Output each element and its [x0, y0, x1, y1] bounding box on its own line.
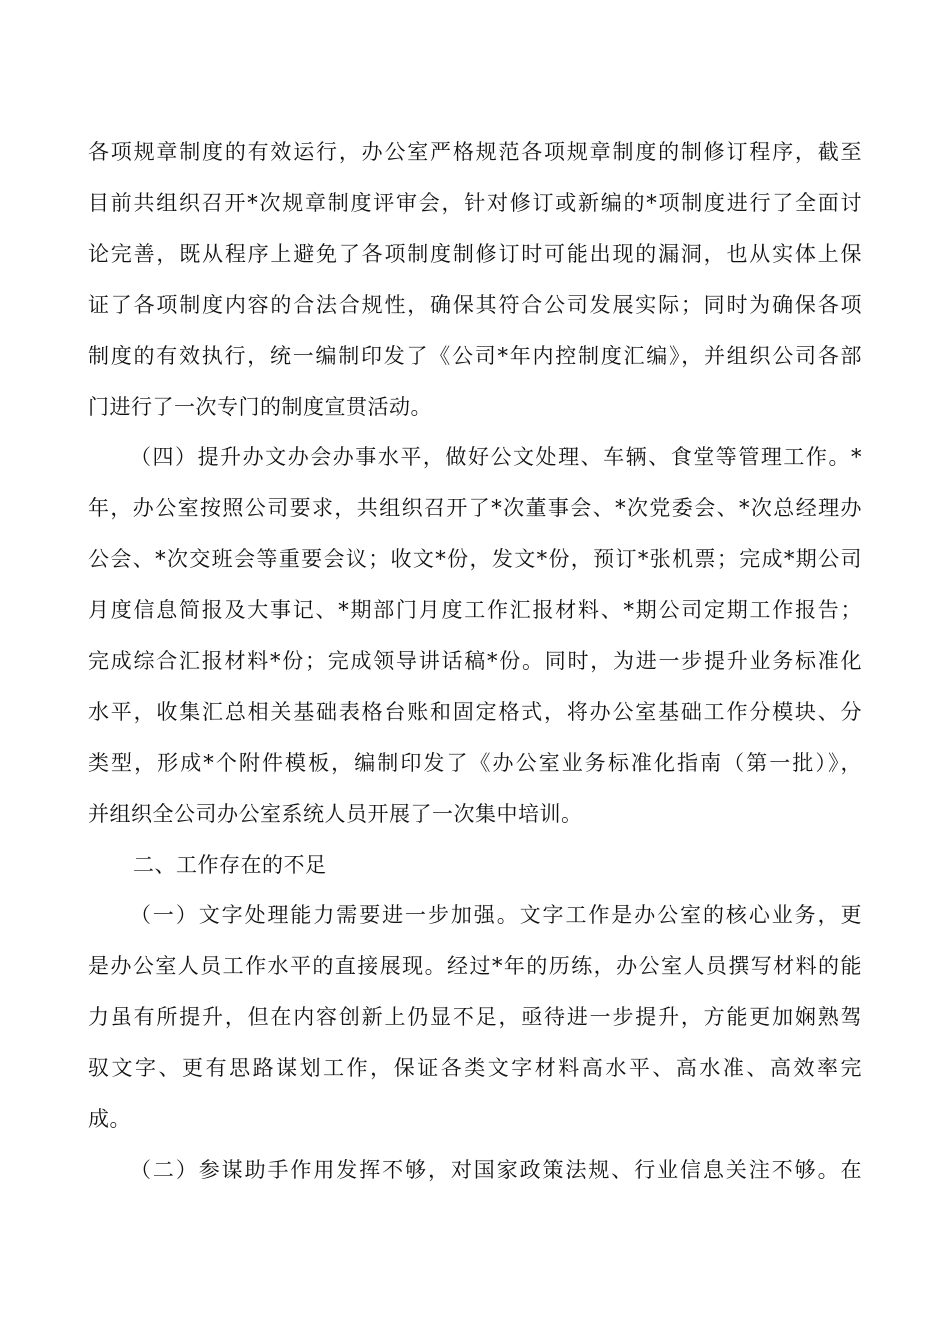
paragraph-line: 成。 — [88, 1107, 131, 1131]
paragraph-line: 完成综合汇报材料*份；完成领导讲话稿*份。同时，为进一步提升业务标准化 — [88, 649, 862, 673]
paragraph-line: 驭文字、更有思路谋划工作，保证各类文字材料高水平、高水准、高效率完 — [88, 1056, 862, 1080]
paragraph-line: 月度信息简报及大事记、*期部门月度工作汇报材料、*期公司定期工作报告； — [88, 598, 862, 622]
paragraph-line: 水平，收集汇总相关基础表格台账和固定格式，将办公室基础工作分模块、分 — [88, 700, 862, 724]
paragraph-line: 并组织全公司办公室系统人员开展了一次集中培训。 — [88, 802, 583, 826]
paragraph-first-line: （四）提升办文办会办事水平，做好公文处理、车辆、食堂等管理工作。* — [130, 445, 862, 469]
paragraph-line: 类型，形成*个附件模板，编制印发了《办公室业务标准化指南（第一批）》， — [88, 751, 862, 775]
paragraph-line: 目前共组织召开*次规章制度评审会，针对修订或新编的*项制度进行了全面讨 — [88, 191, 862, 215]
paragraph-line: 是办公室人员工作水平的直接展现。经过*年的历练，办公室人员撰写材料的能 — [88, 954, 862, 978]
paragraph-line: 制度的有效执行，统一编制印发了《公司*年内控制度汇编》，并组织公司各部 — [88, 344, 862, 368]
paragraph-line: 论完善，既从程序上避免了各项制度制修订时可能出现的漏洞，也从实体上保 — [88, 242, 862, 266]
paragraph-first-line: （二）参谋助手作用发挥不够，对国家政策法规、行业信息关注不够。在 — [130, 1158, 862, 1182]
paragraph-first-line: （一）文字处理能力需要进一步加强。文字工作是办公室的核心业务，更 — [130, 903, 862, 927]
paragraph-line: 公会、*次交班会等重要会议；收文*份，发文*份，预订*张机票；完成*期公司 — [88, 547, 862, 571]
paragraph-line: 门进行了一次专门的制度宣贯活动。 — [88, 395, 432, 419]
paragraph-line: 力虽有所提升，但在内容创新上仍显不足，亟待进一步提升，方能更加娴熟驾 — [88, 1005, 862, 1029]
section-heading: 二、工作存在的不足 — [133, 853, 327, 877]
paragraph-line: 证了各项制度内容的合法合规性，确保其符合公司发展实际；同时为确保各项 — [88, 293, 862, 317]
paragraph-line: 年，办公室按照公司要求，共组织召开了*次董事会、*次党委会、*次总经理办 — [88, 496, 862, 520]
paragraph-line: 各项规章制度的有效运行，办公室严格规范各项规章制度的制修订程序，截至 — [88, 140, 862, 164]
